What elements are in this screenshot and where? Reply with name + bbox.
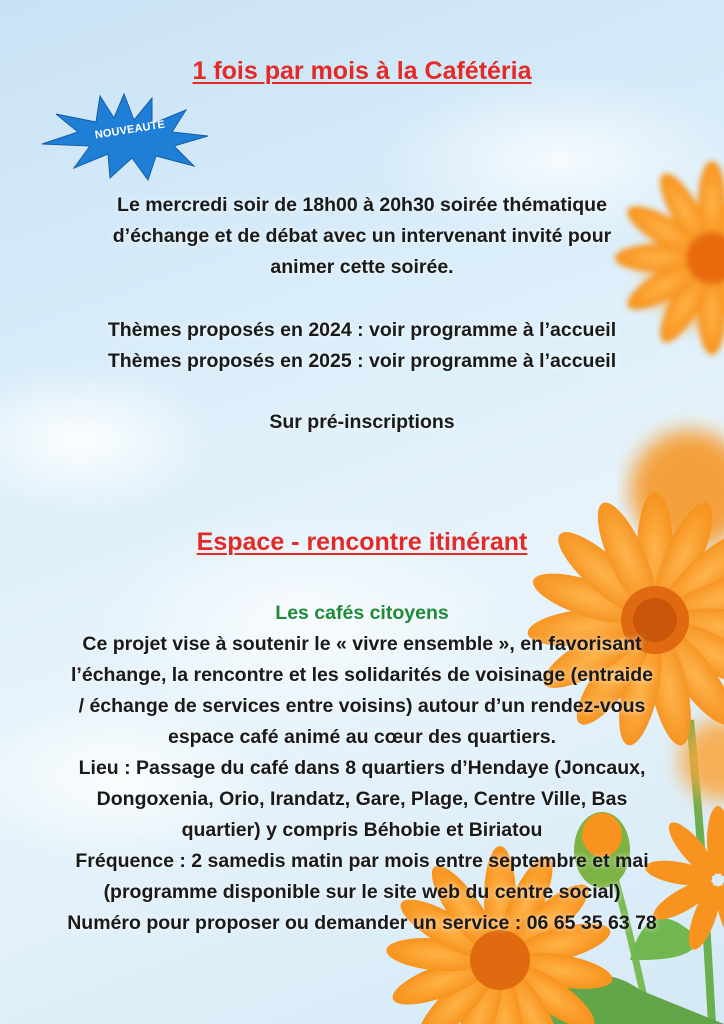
body-line: Lieu : Passage du café dans 8 quartiers d’Hendaye (Joncaux, xyxy=(78,757,646,779)
section2-title: Espace - rencontre itinérant xyxy=(196,528,528,556)
badge-label: NOUVEAUTE xyxy=(94,118,166,142)
phone-line: Numéro pour proposer ou demander un service : 06 65 35 63 78 xyxy=(67,912,657,934)
new-badge xyxy=(38,92,210,182)
body-line: quartier) y compris Béhobie et Biriatou xyxy=(181,819,543,841)
body-line: Fréquence : 2 samedis matin par mois entre septembre et mai xyxy=(75,850,649,872)
body-line: l’échange, la rencontre et les solidarités de voisinage (entraide xyxy=(71,664,653,686)
section1-title: 1 fois par mois à la Cafétéria xyxy=(192,57,532,85)
section2-body xyxy=(14,598,710,939)
description-line: d’échange et de débat avec un intervenant invité pour xyxy=(112,225,612,247)
description-line: Le mercredi soir de 18h00 à 20h30 soirée thématique xyxy=(117,194,607,216)
themes-block xyxy=(14,315,710,377)
description-line: animer cette soirée. xyxy=(270,256,454,278)
body-line: espace café animé au cœur des quartiers. xyxy=(167,726,556,748)
section1-description xyxy=(14,190,710,283)
body-line: (programme disponible sur le site web du centre social) xyxy=(103,881,621,903)
body-line: / échange de services entre voisins) autour d’un rendez-vous xyxy=(78,695,646,717)
themes-2024: Thèmes proposés en 2024 : voir programme à l’accueil xyxy=(107,319,617,341)
registration-note: Sur pré-inscriptions xyxy=(269,411,455,433)
body-line: Ce projet vise à soutenir le « vivre ensemble », en favorisant xyxy=(82,633,642,655)
themes-2025: Thèmes proposés en 2025 : voir programme à l’accueil xyxy=(107,350,617,372)
section2-subtitle: Les cafés citoyens xyxy=(275,602,449,624)
body-line: Dongoxenia, Orio, Irandatz, Gare, Plage, Centre Ville, Bas xyxy=(96,788,628,810)
